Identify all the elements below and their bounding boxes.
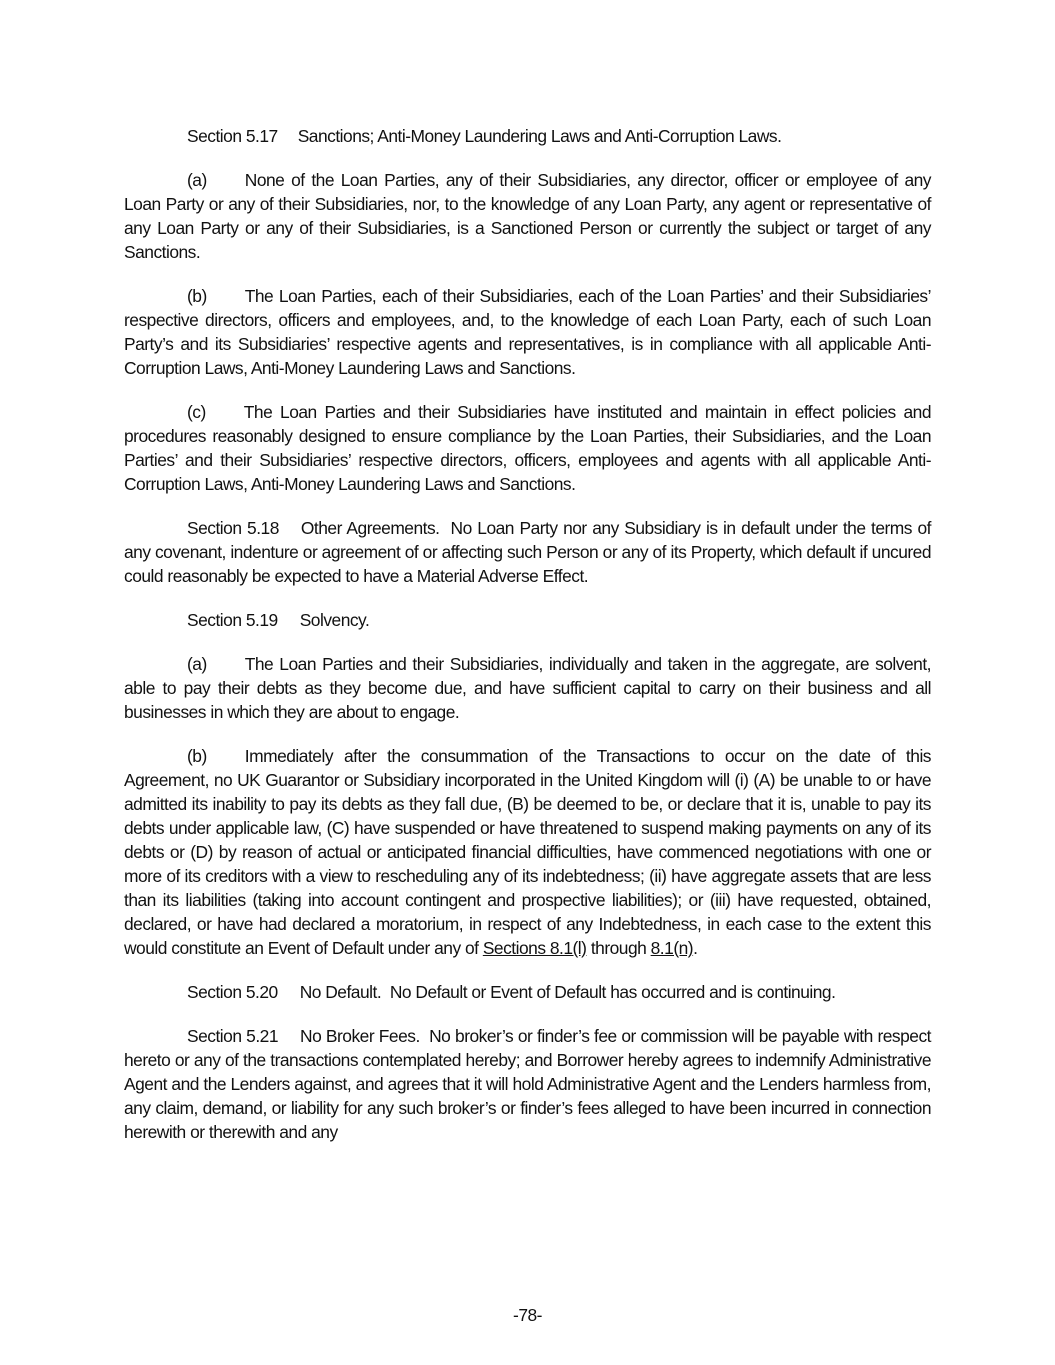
page-number: -78- (513, 1305, 542, 1325)
section-title: No Broker Fees. (300, 1026, 420, 1046)
section-number: Section 5.17 (187, 126, 278, 146)
cross-reference-link[interactable]: 8.1(n) (650, 938, 694, 958)
clause-text-end: . (693, 938, 698, 958)
clause-text: Immediately after the consummation of the Transactions to occur on the date of this Agreement, no UK Guarantor or Subsidiary incorporated in the United Kingdom will (i) (A) be unable to or have admitted its inability to pay its debts as they fall due, (B) be deemed to be, or declare that it is, unable to pay its debts under applicable law, (C) have suspended or have threatened to suspend making payments on any of its debts or (D) by reason of actual or anticipated financial difficulties, have commenced negotiations with one or more of its creditors with a view to rescheduling any of its indebtedness; (ii) have aggregate assets that are less than its liabilities (taking into account contingent and prospective liabilities); or (iii) have requested, obtained, declared, or have had declared a moratorium, in respect of any Indebtedness, in each case to the extent this would constitute an Event of Default under any of (124, 746, 931, 958)
clause-text: The Loan Parties and their Subsidiaries, individually and taken in the aggregate, are solvent, able to pay their debts as they become due, and have sufficient capital to carry on their business and all businesses in which they are about to engage. (124, 654, 931, 722)
clause-text: The Loan Parties and their Subsidiaries have instituted and maintain in effect policies and procedures reasonably designed to ensure compliance by the Loan Parties, their Subsidiaries, and the Loan Parties’ and their Subsidiaries’ respective directors, officers, employees and agents with all applicable Anti-Corruption Laws, Anti-Money Laundering Laws and Sanctions. (124, 402, 931, 494)
section-5-19-b (124, 744, 931, 960)
section-title: No Default. (299, 982, 382, 1002)
section-title: Sanctions; Anti-Money Laundering Laws and Anti-Corruption Laws. (297, 126, 782, 146)
section-text: No Default or Event of Default has occurred and is continuing. (389, 982, 836, 1002)
clause-text: The Loan Parties, each of their Subsidiaries, each of the Loan Parties’ and their Subsidiaries’ respective directors, officers and employees, and, to the knowledge of each Loan Party, each of such Loan Party’s and its Subsidiaries’ respective agents and representatives, is in compliance with all applicable Anti-Corruption Laws, Anti-Money Laundering Laws and Sanctions. (124, 286, 931, 378)
section-5-18 (124, 516, 931, 588)
section-5-20 (124, 980, 931, 1004)
clause-text-connector: through (590, 938, 647, 958)
clause-label: (b) (187, 286, 207, 306)
section-title: Solvency. (299, 610, 370, 630)
section-text: No Loan Party nor any Subsidiary is in default under the terms of any covenant, indenture or agreement of or affecting such Person or any of its Property, which default if uncured could reasonably be expected to have a Material Adverse Effect. (124, 518, 931, 586)
section-title: Other Agreements. (300, 518, 440, 538)
section-number: Section 5.18 (187, 518, 279, 538)
page-body (124, 124, 931, 1164)
clause-text: None of the Loan Parties, any of their Subsidiaries, any director, officer or employee of any Loan Party or any of their Subsidiaries, nor, to the knowledge of any Loan Party, any agent or representative of any Loan Party or any of their Subsidiaries, is a Sanctioned Person or currently the subject or target of any Sanctions. (124, 170, 931, 262)
section-5-19-a (124, 652, 931, 724)
cross-reference-link[interactable]: Sections 8.1(l) (482, 938, 587, 958)
section-number: Section 5.21 (187, 1026, 279, 1046)
section-5-19-heading (124, 608, 931, 632)
clause-label: (a) (187, 654, 207, 674)
clause-label: (c) (187, 402, 206, 422)
clause-label: (a) (187, 170, 207, 190)
section-number: Section 5.20 (187, 982, 278, 1002)
clause-label: (b) (187, 746, 207, 766)
section-5-17-c (124, 400, 931, 496)
section-5-21 (124, 1024, 931, 1144)
section-5-17-heading (124, 124, 931, 148)
section-text: No broker’s or finder’s fee or commission will be payable with respect hereto or any of the transactions contemplated hereby; and Borrower hereby agrees to indemnify Administrative Agent and the Lenders against, and agrees that it will hold Administrative Agent and the Lenders harmless from, any claim, demand, or liability for any such broker’s or finder’s fees alleged to have been incurred in connection herewith or therewith and any (124, 1026, 931, 1142)
section-5-17-a (124, 168, 931, 264)
section-number: Section 5.19 (187, 610, 278, 630)
section-5-17-b (124, 284, 931, 380)
